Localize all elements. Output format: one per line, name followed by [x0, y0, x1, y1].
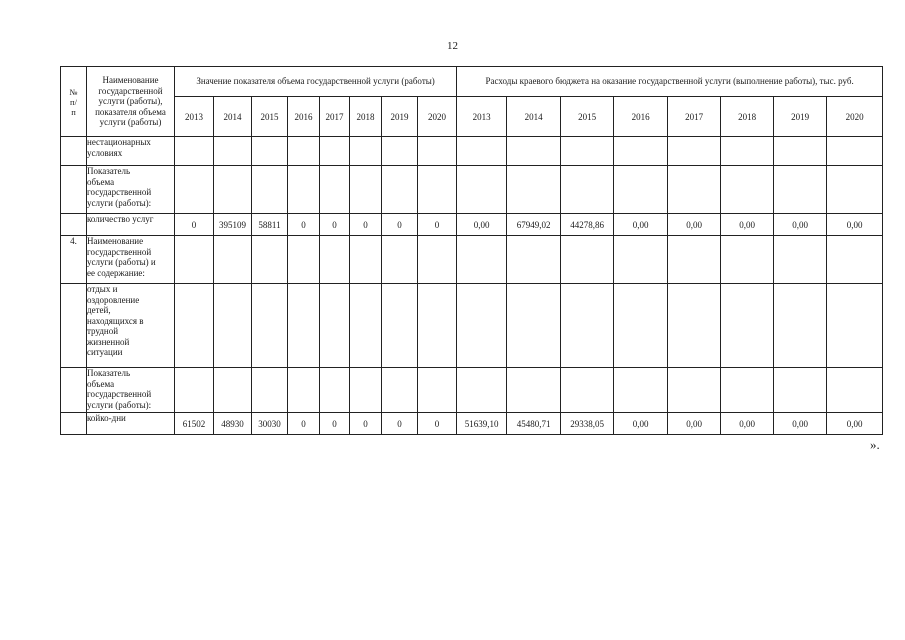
empty-cell — [320, 137, 350, 166]
row-number — [61, 413, 87, 435]
empty-cell — [668, 284, 721, 368]
page-number: 12 — [447, 40, 458, 52]
empty-cell — [827, 166, 883, 214]
expenses-value-2017: 0,00 — [668, 413, 721, 435]
table-row — [61, 214, 883, 236]
table-row — [61, 413, 883, 435]
expenses-value-2020: 0,00 — [827, 413, 883, 435]
expenses-value-2013: 51639,10 — [457, 413, 507, 435]
empty-cell — [614, 137, 668, 166]
empty-cell — [350, 137, 382, 166]
table-body — [61, 137, 883, 435]
header-year-expenses-2013: 2013 — [457, 97, 507, 137]
empty-cell — [827, 137, 883, 166]
empty-cell — [288, 236, 320, 284]
empty-cell — [721, 236, 774, 284]
expenses-value-2014: 45480,71 — [507, 413, 561, 435]
empty-cell — [721, 166, 774, 214]
volume-value-2016: 0 — [288, 214, 320, 236]
table-row — [61, 137, 883, 166]
empty-cell — [320, 236, 350, 284]
empty-cell — [457, 368, 507, 413]
volume-value-2016: 0 — [288, 413, 320, 435]
empty-cell — [774, 236, 827, 284]
volume-value-2013: 61502 — [175, 413, 214, 435]
volume-value-2019: 0 — [382, 413, 418, 435]
expenses-value-2018: 0,00 — [721, 214, 774, 236]
empty-cell — [668, 236, 721, 284]
volume-value-2013: 0 — [175, 214, 214, 236]
header-year-volume-2016: 2016 — [288, 97, 320, 137]
empty-cell — [457, 166, 507, 214]
header-year-expenses-2018: 2018 — [721, 97, 774, 137]
empty-cell — [418, 137, 457, 166]
header-year-expenses-2017: 2017 — [668, 97, 721, 137]
empty-cell — [614, 166, 668, 214]
empty-cell — [252, 284, 288, 368]
expenses-value-2020: 0,00 — [827, 214, 883, 236]
empty-cell — [175, 284, 214, 368]
row-number: 4. — [61, 236, 87, 284]
row-number — [61, 368, 87, 413]
header-name-col: Наименование государственной услуги (работы), показателя объема услуги (работы) — [87, 67, 175, 137]
header-volume-group: Значение показателя объема государственной услуги (работы) — [175, 67, 457, 97]
empty-cell — [507, 137, 561, 166]
empty-cell — [252, 368, 288, 413]
empty-cell — [288, 166, 320, 214]
empty-cell — [350, 166, 382, 214]
empty-cell — [721, 137, 774, 166]
empty-cell — [614, 236, 668, 284]
volume-value-2014: 395109 — [214, 214, 252, 236]
header-expenses-group: Расходы краевого бюджета на оказание государственной услуги (выполнение работы), тыс. руб. — [457, 67, 883, 97]
expenses-value-2013: 0,00 — [457, 214, 507, 236]
header-year-expenses-2014: 2014 — [507, 97, 561, 137]
header-year-expenses-2020: 2020 — [827, 97, 883, 137]
empty-cell — [561, 137, 614, 166]
empty-cell — [320, 284, 350, 368]
empty-cell — [418, 236, 457, 284]
expenses-value-2019: 0,00 — [774, 413, 827, 435]
empty-cell — [320, 368, 350, 413]
volume-value-2018: 0 — [350, 214, 382, 236]
volume-value-2015: 30030 — [252, 413, 288, 435]
empty-cell — [382, 368, 418, 413]
empty-cell — [252, 236, 288, 284]
volume-value-2017: 0 — [320, 413, 350, 435]
row-name: отдых и оздоровление детей, находящихся в трудной жизненной ситуации — [87, 284, 175, 368]
empty-cell — [350, 284, 382, 368]
header-num-label: № п/ п — [69, 86, 78, 117]
volume-value-2015: 58811 — [252, 214, 288, 236]
table-row — [61, 166, 883, 214]
empty-cell — [418, 284, 457, 368]
header-year-volume-2014: 2014 — [214, 97, 252, 137]
row-name: койко-дни — [87, 413, 175, 435]
empty-cell — [288, 284, 320, 368]
expenses-value-2018: 0,00 — [721, 413, 774, 435]
header-row-groups — [61, 67, 883, 97]
empty-cell — [214, 137, 252, 166]
volume-value-2017: 0 — [320, 214, 350, 236]
empty-cell — [382, 236, 418, 284]
empty-cell — [382, 166, 418, 214]
empty-cell — [668, 166, 721, 214]
header-year-expenses-2016: 2016 — [614, 97, 668, 137]
empty-cell — [288, 368, 320, 413]
empty-cell — [774, 137, 827, 166]
empty-cell — [457, 236, 507, 284]
empty-cell — [457, 137, 507, 166]
empty-cell — [507, 284, 561, 368]
table-row — [61, 284, 883, 368]
header-year-volume-2019: 2019 — [382, 97, 418, 137]
empty-cell — [350, 368, 382, 413]
empty-cell — [774, 284, 827, 368]
empty-cell — [774, 166, 827, 214]
expenses-value-2015: 29338,05 — [561, 413, 614, 435]
empty-cell — [668, 137, 721, 166]
empty-cell — [561, 166, 614, 214]
row-name: Показатель объема государственной услуги (работы): — [87, 166, 175, 214]
header-year-volume-2013: 2013 — [175, 97, 214, 137]
volume-value-2018: 0 — [350, 413, 382, 435]
header-year-volume-2015: 2015 — [252, 97, 288, 137]
empty-cell — [418, 166, 457, 214]
empty-cell — [668, 368, 721, 413]
row-number — [61, 166, 87, 214]
table-row — [61, 368, 883, 413]
expenses-value-2016: 0,00 — [614, 214, 668, 236]
empty-cell — [175, 166, 214, 214]
row-number — [61, 214, 87, 236]
empty-cell — [288, 137, 320, 166]
empty-cell — [507, 166, 561, 214]
row-name: нестационарных условиях — [87, 137, 175, 166]
header-year-expenses-2019: 2019 — [774, 97, 827, 137]
empty-cell — [827, 284, 883, 368]
table-row — [61, 236, 883, 284]
empty-cell — [561, 236, 614, 284]
empty-cell — [507, 368, 561, 413]
data-table — [60, 66, 883, 435]
expenses-value-2019: 0,00 — [774, 214, 827, 236]
header-row-years — [61, 97, 883, 137]
empty-cell — [507, 236, 561, 284]
volume-value-2020: 0 — [418, 214, 457, 236]
empty-cell — [214, 166, 252, 214]
empty-cell — [561, 368, 614, 413]
volume-value-2020: 0 — [418, 413, 457, 435]
expenses-value-2016: 0,00 — [614, 413, 668, 435]
header-year-volume-2018: 2018 — [350, 97, 382, 137]
empty-cell — [252, 137, 288, 166]
row-number — [61, 137, 87, 166]
empty-cell — [382, 137, 418, 166]
empty-cell — [827, 236, 883, 284]
empty-cell — [382, 284, 418, 368]
empty-cell — [774, 368, 827, 413]
header-year-volume-2017: 2017 — [320, 97, 350, 137]
expenses-value-2014: 67949,02 — [507, 214, 561, 236]
empty-cell — [418, 368, 457, 413]
empty-cell — [175, 236, 214, 284]
closing-mark: ». — [870, 437, 880, 452]
header-year-expenses-2015: 2015 — [561, 97, 614, 137]
empty-cell — [214, 284, 252, 368]
header-year-volume-2020: 2020 — [418, 97, 457, 137]
volume-value-2019: 0 — [382, 214, 418, 236]
expenses-value-2015: 44278,86 — [561, 214, 614, 236]
expenses-value-2017: 0,00 — [668, 214, 721, 236]
empty-cell — [614, 284, 668, 368]
empty-cell — [721, 368, 774, 413]
empty-cell — [350, 236, 382, 284]
empty-cell — [457, 284, 507, 368]
row-name: Наименование государственной услуги (работы) и ее содержание: — [87, 236, 175, 284]
empty-cell — [252, 166, 288, 214]
empty-cell — [175, 137, 214, 166]
volume-value-2014: 48930 — [214, 413, 252, 435]
empty-cell — [320, 166, 350, 214]
empty-cell — [175, 368, 214, 413]
row-number — [61, 284, 87, 368]
empty-cell — [561, 284, 614, 368]
empty-cell — [214, 368, 252, 413]
empty-cell — [214, 236, 252, 284]
empty-cell — [827, 368, 883, 413]
row-name: количество услуг — [87, 214, 175, 236]
empty-cell — [614, 368, 668, 413]
row-name: Показатель объема государственной услуги (работы): — [87, 368, 175, 413]
empty-cell — [721, 284, 774, 368]
header-num-col — [61, 67, 87, 137]
